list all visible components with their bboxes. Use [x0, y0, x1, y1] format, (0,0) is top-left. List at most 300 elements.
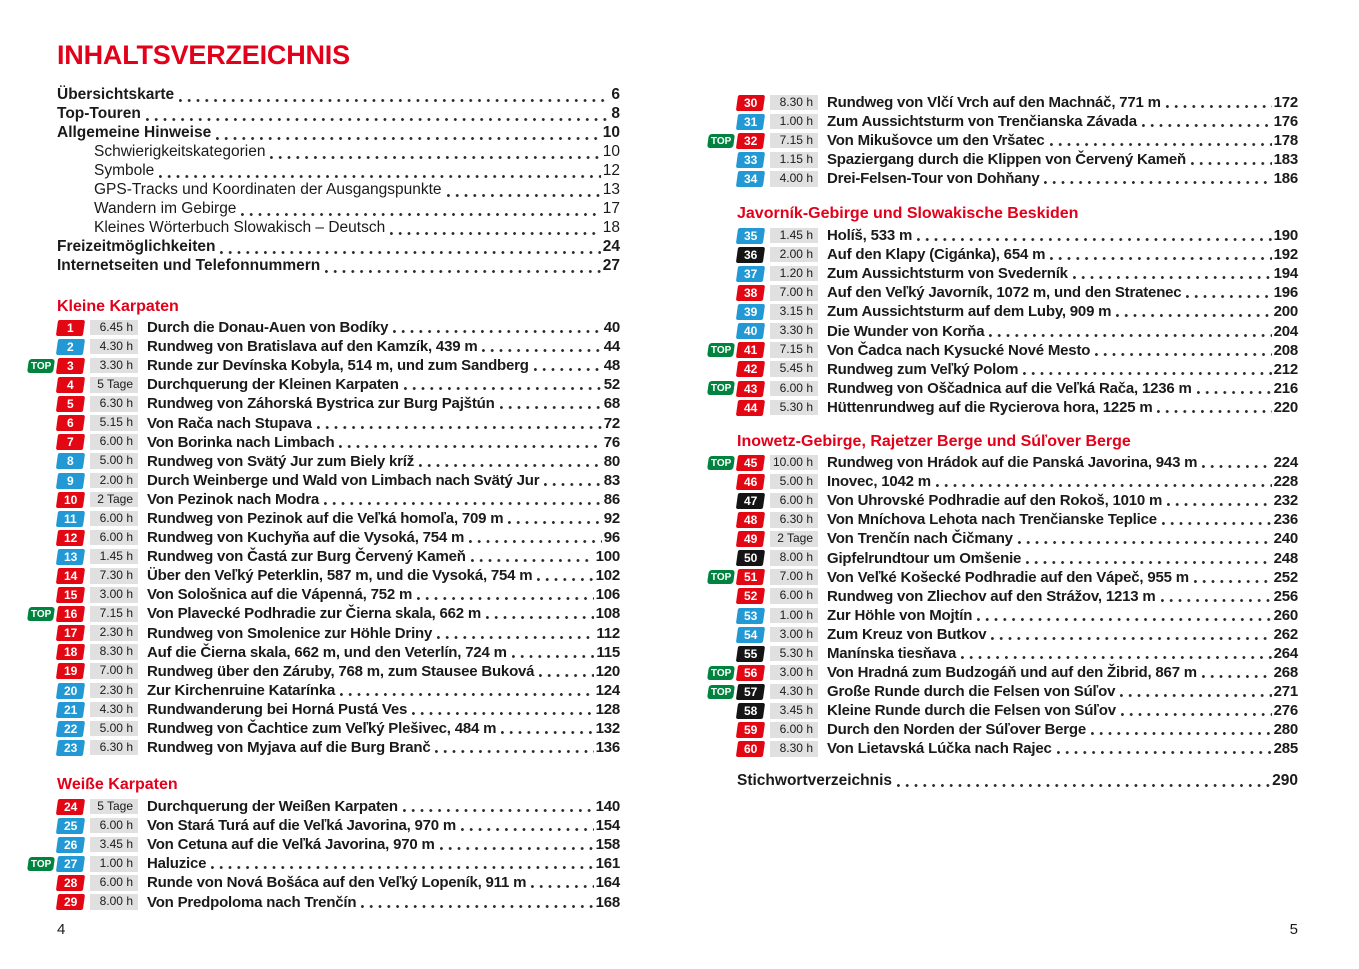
tour-title: Von Pezinok nach Modra: [147, 490, 320, 508]
tour-number-badge: [56, 740, 85, 756]
tour-number-badge: [736, 342, 765, 358]
tour-page-number: 128: [595, 700, 620, 718]
tour-title: Von Lietavská Lúčka nach Rajec: [827, 740, 1052, 758]
toc-entry-row: [25, 433, 620, 452]
tour-number-badge: [736, 95, 765, 111]
tour-title-wrap: [147, 567, 620, 584]
toc-entry-row: [705, 472, 1298, 491]
front-matter-row: [57, 143, 620, 162]
dotted-leader: [1167, 503, 1271, 506]
tour-number: 43: [743, 381, 758, 396]
section-title-weisse-karpaten: Weiße Karpaten: [57, 776, 178, 793]
front-matter-label: Allgemeine Hinweise: [57, 124, 212, 142]
toc-entry-row: [705, 150, 1298, 169]
top-badge-label: TOP: [30, 360, 52, 372]
tour-title: Zum Aussichtsturm von Trenčianska Závada: [827, 113, 1137, 131]
tour-title: Kleine Runde durch die Felsen von Súľov: [827, 702, 1116, 720]
tour-title: Zum Aussichtsturm auf dem Luby, 909 m: [827, 303, 1112, 321]
front-matter-list: [57, 86, 620, 276]
tour-title-wrap: [147, 453, 620, 470]
tour-number-badge: [736, 400, 765, 416]
toc-entry-row: [25, 604, 620, 623]
tour-number: 48: [743, 512, 758, 527]
page-title: INHALTSVERZEICHNIS: [57, 40, 350, 70]
top-badge: [707, 343, 735, 357]
toc-entry-row: [25, 509, 620, 528]
toc-entry-row: [705, 510, 1298, 529]
tour-duration: 2.00 h: [90, 473, 138, 489]
dotted-leader: [1191, 162, 1272, 165]
tour-title-wrap: [147, 682, 620, 699]
tour-number-badge: [736, 247, 765, 263]
tour-number: 17: [63, 626, 78, 641]
toc-entry-row: [705, 131, 1298, 150]
tour-title-wrap: [827, 530, 1298, 547]
tour-title-wrap: [147, 395, 620, 412]
tour-page-number: 72: [603, 414, 620, 432]
tour-title: Von Hradná zum Budzogáň und auf den Žibrid, 867 m: [827, 664, 1197, 682]
dotted-leader: [419, 464, 602, 467]
dotted-leader: [390, 232, 601, 235]
tour-page-number: 248: [1273, 549, 1298, 567]
front-matter-page-number: 18: [602, 219, 620, 237]
tour-title: Durch den Norden der Súľover Berge: [827, 721, 1087, 739]
dotted-leader: [1157, 410, 1271, 413]
tour-number: 54: [743, 627, 758, 642]
toc-entry-row: [25, 490, 620, 509]
tour-duration: 6.00 h: [770, 722, 818, 738]
dotted-leader: [440, 847, 594, 850]
dotted-leader: [1116, 314, 1271, 317]
tour-duration: 5 Tage: [90, 377, 138, 393]
section-entries-javornik-gebirge: [705, 226, 1298, 417]
tour-number: 28: [63, 875, 78, 890]
tour-number: 27: [63, 856, 78, 871]
top-badge-label: TOP: [710, 571, 732, 583]
tour-title-wrap: [147, 510, 620, 527]
front-matter-row: [57, 181, 620, 200]
tour-title: Rundweg von Kuchyňa auf die Vysoká, 754 m: [147, 529, 465, 547]
tour-title-wrap: [827, 399, 1298, 416]
tour-title-wrap: [147, 855, 620, 872]
tour-number: 12: [63, 530, 78, 545]
tour-number: 39: [743, 304, 758, 319]
dotted-leader: [325, 270, 601, 273]
tour-number: 51: [743, 570, 758, 585]
tour-title: Zum Aussichtsturm von Svederník: [827, 265, 1068, 283]
tour-title-wrap: [827, 113, 1298, 130]
top-badge-label: TOP: [710, 135, 732, 147]
tour-title-wrap: [147, 338, 620, 355]
tour-number-badge: [56, 625, 85, 641]
tour-page-number: 52: [603, 376, 620, 394]
tour-page-number: 76: [603, 433, 620, 451]
dotted-leader: [1120, 694, 1271, 697]
tour-number: 6: [67, 416, 74, 431]
tour-title-wrap: [147, 663, 620, 680]
tour-number-badge: [56, 644, 85, 660]
dotted-leader: [1166, 105, 1272, 108]
tour-duration: 6.00 h: [90, 875, 138, 891]
tour-duration: 8.30 h: [770, 741, 818, 757]
front-matter-row: [57, 200, 620, 219]
tour-number-badge: [736, 627, 765, 643]
tour-title-wrap: [827, 683, 1298, 700]
tour-title-wrap: [827, 607, 1298, 624]
dotted-leader: [417, 597, 593, 600]
tour-title-wrap: [827, 664, 1298, 681]
tour-title: Rundweg von Záhorská Bystrica zur Burg Pajštún: [147, 395, 495, 413]
front-matter-label: Wandern im Gebirge: [94, 200, 237, 218]
tour-title-wrap: [827, 151, 1298, 168]
toc-entry-row: [705, 341, 1298, 360]
tour-number: 29: [63, 895, 78, 910]
section-entries-inowetz-gebirge: [705, 453, 1298, 759]
tour-page-number: 224: [1273, 454, 1298, 472]
top-badge: [707, 456, 735, 470]
tour-number-badge: [736, 531, 765, 547]
tour-number-badge: [56, 549, 85, 565]
tour-number-badge: [736, 684, 765, 700]
tour-page-number: 212: [1273, 360, 1298, 378]
front-matter-page-number: 10: [602, 143, 620, 161]
dotted-leader: [1161, 599, 1272, 602]
tour-page-number: 86: [603, 490, 620, 508]
tour-page-number: 264: [1273, 644, 1298, 662]
tour-title-wrap: [147, 415, 620, 432]
tour-number-badge: [736, 133, 765, 149]
tour-number-badge: [56, 453, 85, 469]
tour-duration: 6.45 h: [90, 320, 138, 336]
tour-title-wrap: [147, 894, 620, 911]
tour-title-wrap: [147, 376, 620, 393]
front-matter-page-number: 24: [602, 238, 620, 256]
top-badge-label: TOP: [710, 457, 732, 469]
top-badge-slot: [705, 381, 737, 395]
tour-number-badge: [56, 511, 85, 527]
section-title-kleine-karpaten: Kleine Karpaten: [57, 298, 179, 315]
top-badge: [27, 857, 55, 871]
tour-number-badge: [56, 473, 85, 489]
toc-entry-row: [705, 529, 1298, 548]
tour-title-wrap: [827, 702, 1298, 719]
dotted-leader: [1095, 353, 1271, 356]
tour-number: 49: [743, 531, 758, 546]
top-badge-slot: [25, 359, 57, 373]
tour-title: Auf die Čierna skala, 662 m, und den Veterlín, 724 m: [147, 643, 507, 661]
tour-title-wrap: [147, 739, 620, 756]
tour-page-number: 276: [1273, 702, 1298, 720]
tour-title-wrap: [827, 265, 1298, 282]
top-badge-slot: [705, 456, 737, 470]
tour-title-wrap: [147, 472, 620, 489]
dotted-leader: [936, 484, 1272, 487]
tour-title-wrap: [827, 473, 1298, 490]
tour-title: Rundweg von Čachtice zum Veľký Plešivec, 484 m: [147, 720, 497, 738]
tour-page-number: 102: [595, 567, 620, 585]
toc-entry-row: [25, 528, 620, 547]
dotted-leader: [146, 118, 610, 121]
tour-duration: 4.30 h: [90, 702, 138, 718]
toc-entry-row: [25, 547, 620, 566]
tour-page-number: 262: [1273, 625, 1298, 643]
tour-page-number: 68: [603, 395, 620, 413]
tour-number: 44: [743, 400, 758, 415]
tour-title: Rundweg von Oščadnica auf die Veľká Rača, 1236 m: [827, 379, 1192, 397]
tour-duration: 2.30 h: [90, 683, 138, 699]
tour-number: 56: [743, 665, 758, 680]
tour-page-number: 208: [1273, 341, 1298, 359]
toc-entry-row: [25, 318, 620, 337]
tour-number-badge: [56, 663, 85, 679]
tour-title: Über den Veľký Peterklin, 587 m, und die Vysoká, 754 m: [147, 567, 533, 585]
tour-title: Holíš, 533 m: [827, 227, 913, 245]
tour-title: Rundweg von Hrádok auf die Panská Javorina, 943 m: [827, 454, 1198, 472]
dotted-leader: [1050, 257, 1271, 260]
dotted-leader: [512, 655, 595, 658]
top-badge: [707, 570, 735, 584]
tour-duration: 6.00 h: [770, 381, 818, 397]
tour-page-number: 161: [595, 855, 620, 873]
tour-duration: 7.30 h: [90, 568, 138, 584]
tour-number-badge: [56, 320, 85, 336]
tour-duration: 1.45 h: [90, 549, 138, 565]
toc-entry-row: [705, 360, 1298, 379]
tour-number: 18: [63, 645, 78, 660]
tour-page-number: 158: [595, 836, 620, 854]
tour-title: Durch Weinberge und Wald von Limbach nach Svätý Jur: [147, 471, 540, 489]
tour-page-number: 190: [1273, 227, 1298, 245]
toc-entry-row: [705, 453, 1298, 472]
tour-duration: 8.00 h: [90, 894, 138, 910]
tour-page-number: 140: [595, 798, 620, 816]
tour-title-wrap: [827, 342, 1298, 359]
toc-entry-row: [705, 663, 1298, 682]
dotted-leader: [961, 656, 1271, 659]
tour-title: Von Uhrovské Podhradie auf den Rokoš, 1010 m: [827, 492, 1163, 510]
toc-entry-row: [25, 643, 620, 662]
front-matter-row: [57, 257, 620, 276]
tour-number-badge: [736, 665, 765, 681]
index-entry-label: Stichwortverzeichnis: [737, 772, 893, 789]
dotted-leader: [220, 251, 600, 254]
tour-title: Durchquerung der Weißen Karpaten: [147, 798, 398, 816]
dotted-leader: [340, 693, 593, 696]
toc-entry-row: [705, 701, 1298, 720]
tour-duration: 4.00 h: [770, 171, 818, 187]
dotted-leader: [1202, 465, 1271, 468]
tour-title-wrap: [827, 511, 1298, 528]
tour-page-number: 240: [1273, 530, 1298, 548]
tour-title: Von Rača nach Stupava: [147, 414, 312, 432]
front-matter-row: [57, 124, 620, 143]
tour-duration: 6.00 h: [770, 493, 818, 509]
tour-number: 23: [63, 740, 78, 755]
tour-title-wrap: [147, 720, 620, 737]
tour-duration: 3.45 h: [770, 703, 818, 719]
tour-duration: 5.45 h: [770, 361, 818, 377]
front-matter-row: [57, 162, 620, 181]
tour-title: Rundweg von Smolenice zur Höhle Driny: [147, 624, 433, 642]
dotted-leader: [1197, 391, 1272, 394]
tour-number-badge: [736, 361, 765, 377]
tour-title: Rundwanderung bei Horná Pustá Ves: [147, 700, 408, 718]
top-badge: [707, 685, 735, 699]
top-badge-label: TOP: [30, 858, 52, 870]
tour-number: 2: [67, 339, 74, 354]
tour-number: 58: [743, 703, 758, 718]
front-matter-page-number: 13: [602, 181, 620, 199]
tour-title-wrap: [827, 94, 1298, 111]
front-matter-label: Internetseiten und Telefonnummern: [57, 257, 321, 275]
tour-page-number: 204: [1273, 322, 1298, 340]
toc-entry-row: [25, 356, 620, 375]
tour-number-badge: [56, 377, 85, 393]
tour-duration: 5.15 h: [90, 415, 138, 431]
top-badge-label: TOP: [30, 608, 52, 620]
tour-page-number: 186: [1273, 170, 1298, 188]
top-badge-label: TOP: [710, 382, 732, 394]
tour-number-badge: [56, 894, 85, 910]
toc-entry-row: [25, 452, 620, 471]
tour-number-badge: [736, 493, 765, 509]
top-badge: [27, 607, 55, 621]
tour-title-wrap: [827, 361, 1298, 378]
tour-title-wrap: [147, 357, 620, 374]
dotted-leader: [216, 137, 601, 140]
tour-title: Durchquerung der Kleinen Karpaten: [147, 376, 399, 394]
tour-title-wrap: [827, 740, 1298, 757]
tour-title-wrap: [827, 626, 1298, 643]
toc-entry-row: [705, 644, 1298, 663]
dotted-leader: [361, 905, 593, 908]
tour-title-wrap: [827, 454, 1298, 471]
tour-number: 19: [63, 664, 78, 679]
tour-page-number: 232: [1273, 492, 1298, 510]
dotted-leader: [1186, 295, 1271, 298]
folio-page-number-left: 4: [57, 921, 66, 938]
dotted-leader: [339, 445, 601, 448]
tour-number: 26: [63, 837, 78, 852]
dotted-leader: [917, 238, 1271, 241]
dotted-leader: [1091, 732, 1272, 735]
toc-entry-row: [705, 720, 1298, 739]
dotted-leader: [1023, 372, 1271, 375]
tour-number-badge: [56, 837, 85, 853]
tour-number-badge: [56, 799, 85, 815]
tour-number-badge: [56, 568, 85, 584]
tour-title-wrap: [827, 303, 1298, 320]
tour-duration: 8.30 h: [770, 95, 818, 111]
tour-title: Zur Höhle von Mojtín: [827, 606, 973, 624]
tour-title: Durch die Donau-Auen von Bodíky: [147, 319, 389, 337]
dotted-leader: [317, 426, 602, 429]
front-matter-label: Übersichtskarte: [57, 86, 175, 103]
dotted-leader: [1044, 181, 1271, 184]
tour-number: 20: [63, 683, 78, 698]
toc-entry-row: [25, 394, 620, 413]
tour-page-number: 168: [595, 893, 620, 911]
tour-duration: 10.00 h: [770, 455, 818, 471]
tour-title: Rundweg von Pezinok auf die Veľká homoľa, 709 m: [147, 509, 504, 527]
toc-entry-row: [705, 682, 1298, 701]
toc-entry-row: [705, 625, 1298, 644]
top-badge-slot: [705, 134, 737, 148]
dotted-leader: [508, 521, 601, 524]
dotted-leader: [977, 618, 1271, 621]
tour-number: 7: [67, 435, 74, 450]
tour-title: Rundweg von Svätý Jur zum Biely kríž: [147, 452, 415, 470]
section-entries-weisse-karpaten-continued: [705, 93, 1298, 188]
front-matter-page-number: 12: [602, 162, 620, 180]
toc-entry-row: [705, 491, 1298, 510]
tour-number: 45: [743, 455, 758, 470]
tour-number-badge: [736, 646, 765, 662]
tour-title: Gipfelrundtour um Omšenie: [827, 549, 1022, 567]
tour-title: Von Plavecké Podhradie zur Čierna skala, 662 m: [147, 605, 482, 623]
tour-page-number: 196: [1273, 284, 1298, 302]
toc-entry-row: [25, 566, 620, 585]
tour-title: Rundweg von Myjava auf die Burg Branč: [147, 739, 431, 757]
dotted-leader: [241, 213, 600, 216]
tour-duration: 6.30 h: [770, 512, 818, 528]
tour-page-number: 48: [603, 357, 620, 375]
dotted-leader: [1142, 124, 1272, 127]
dotted-leader: [537, 578, 593, 581]
tour-duration: 5.00 h: [770, 474, 818, 490]
top-badge: [707, 134, 735, 148]
tour-duration: 4.30 h: [90, 339, 138, 355]
tour-title: Von Mikušovce um den Vršatec: [827, 132, 1045, 150]
toc-entry-row: [705, 112, 1298, 131]
tour-number-badge: [736, 285, 765, 301]
tour-number-badge: [736, 152, 765, 168]
tour-page-number: 192: [1273, 246, 1298, 264]
tour-number-badge: [736, 171, 765, 187]
tour-duration: 3.15 h: [770, 304, 818, 320]
tour-duration: 1.00 h: [770, 608, 818, 624]
tour-title-wrap: [827, 246, 1298, 263]
tour-title: Von Veľké Košecké Podhradie auf den Vápeč, 955 m: [827, 568, 1189, 586]
tour-number: 37: [743, 266, 758, 281]
tour-number: 53: [743, 608, 758, 623]
top-badge-slot: [25, 857, 57, 871]
tour-title-wrap: [147, 701, 620, 718]
dotted-leader: [412, 712, 593, 715]
tour-page-number: 285: [1273, 740, 1298, 758]
tour-duration: 3.30 h: [770, 323, 818, 339]
tour-title: Haluzice: [147, 855, 207, 873]
toc-entry-row: [25, 585, 620, 604]
toc-entry-row: [25, 413, 620, 432]
toc-entry-row: [25, 337, 620, 356]
front-matter-label: Top-Touren: [57, 105, 141, 123]
index-entry-page-number: 290: [1272, 772, 1298, 789]
tour-number: 25: [63, 818, 78, 833]
tour-number: 10: [63, 492, 78, 507]
front-matter-label: Kleines Wörterbuch Slowakisch – Deutsch: [94, 219, 386, 237]
top-badge-label: TOP: [710, 686, 732, 698]
toc-entry-row: [25, 797, 620, 816]
toc-entry-row: [25, 835, 620, 854]
tour-number-badge: [736, 550, 765, 566]
front-matter-label: GPS-Tracks und Koordinaten der Ausgangspunkte: [94, 181, 442, 199]
tour-number: 52: [743, 589, 758, 604]
tour-page-number: 92: [603, 509, 620, 527]
top-badge-label: TOP: [710, 344, 732, 356]
tour-duration: 5 Tage: [90, 799, 138, 815]
tour-title-wrap: [147, 586, 620, 603]
